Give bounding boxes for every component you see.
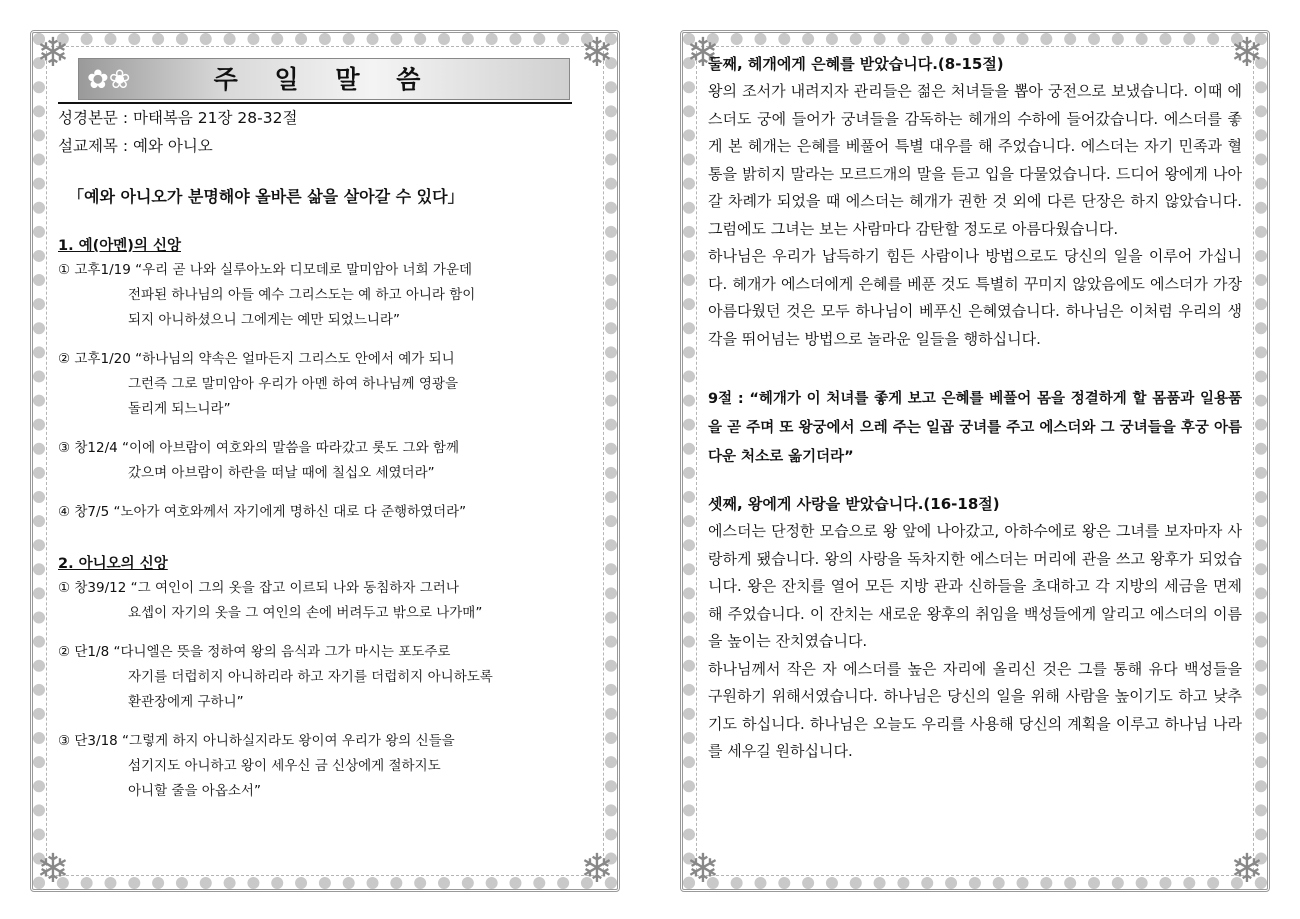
snowflake-ornament-icon: ❄ (580, 30, 614, 76)
section-heading: 1. 예(아멘)의 신앙 (58, 238, 181, 254)
left-page (30, 30, 620, 892)
verse-first-line: ② 단1/8 “다니엘은 뜻을 정하여 왕의 음식과 그가 마시는 포도주로 (58, 644, 451, 660)
verse-continuation-line: 돌리게 되느니라” (128, 401, 231, 417)
right-page (680, 30, 1270, 892)
section-heading: 둘째, 헤개에게 은혜를 받았습니다.(8-15절) (708, 55, 1004, 73)
verse-first-line: ② 고후1/20 “하나님의 약속은 얼마든지 그리스도 안에서 예가 되니 (58, 351, 455, 367)
sermon-title-line: 설교제목 : 예와 아니오 (58, 137, 213, 155)
right-content (708, 50, 1242, 872)
verse-item (58, 258, 592, 333)
verse-continuation-line: 전파된 하나님의 아들 예수 그리스도는 예 하고 아니라 함이 (128, 287, 476, 303)
verse-first-line: ③ 단3/18 “그렇게 하지 아니하실지라도 왕이여 우리가 왕의 신들을 (58, 733, 455, 749)
verse-continuation-line: 갔으며 아브람이 하란을 떠날 때에 칠십오 세였더라” (128, 465, 435, 481)
verse-continuation-line: 자기를 더럽히지 아니하리라 하고 자기를 더럽히지 아니하도록 (128, 669, 493, 685)
snowflake-ornament-icon: ❄ (1230, 846, 1264, 892)
verse-list (58, 258, 592, 525)
verse-list (58, 576, 592, 804)
body-paragraph: 하나님은 우리가 납득하기 힘든 사람이나 방법으로도 당신의 일을 이루어 가십니다. 헤개가 에스더에게 은혜를 베푼 것도 특별히 꾸미지 않았음에도 에스더가 가장 아름다웠던 것은 모두 하나님이 베푸신 은혜였습니다. 하나님은 이처럼 우리의 생각을 뛰어넘는 방법으로 놀라운 일들을 행하십니다. (708, 247, 1242, 348)
snowflake-ornament-icon: ❄ (1230, 30, 1264, 76)
snowflake-ornament-icon: ❄ (580, 846, 614, 892)
verse-item (58, 640, 592, 715)
verse-continuation-line: 요셉이 자기의 옷을 그 여인의 손에 버려두고 밖으로 나가매” (128, 605, 483, 621)
body-paragraph: 왕의 조서가 내려지자 관리들은 젊은 처녀들을 뽑아 궁전으로 보냈습니다. 이때 에스더도 궁에 들어가 궁녀들을 감독하는 헤개의 수하에 들어갔습니다. 에스더를 좋게 본 헤개는 은혜를 베풀어 특별 대우를 해 주었습니다. 에스더는 자기 민족과 혈통을 밝히지 말라는 모르드개의 말을 듣고 입을 다물었습니다. 드디어 왕에게 나아갈 차례가 되었을 때 에스더는 헤개가 권한 것 외에 다른 단장은 하지 않았습니다. 그럼에도 그녀는 보는 사람마다 감탄할 정도로 아름다웠습니다. (708, 82, 1242, 238)
verse-item (58, 729, 592, 804)
verse-item (58, 576, 592, 626)
verse-first-line: ④ 창7/5 “노아가 여호와께서 자기에게 명하신 대로 다 준행하였더라” (58, 504, 467, 520)
verse-continuation-line: 섬기지도 아니하고 왕이 세우신 금 신상에게 절하지도 (128, 758, 441, 774)
page-title: 주 일 말 씀 (213, 65, 435, 94)
left-content (58, 50, 592, 872)
section-heading: 셋째, 왕에게 사랑을 받았습니다.(16-18절) (708, 495, 1000, 513)
section-heading: 2. 아니오의 신앙 (58, 556, 168, 572)
scripture-line: 성경본문 : 마태복음 21장 28-32절 (58, 109, 298, 127)
body-paragraph: 에스더는 단정한 모습으로 왕 앞에 나아갔고, 아하수에로 왕은 그녀를 보자마자 사랑하게 됐습니다. 왕의 사랑을 독차지한 에스더는 머리에 관을 쓰고 왕후가 되었습니다. 왕은 잔치를 열어 모든 지방 관과 신하들을 초대하고 각 지방의 세금을 면제해 주었습니다. 이 잔치는 새로운 왕후의 취임을 백성들에게 알리고 에스더의 이름을 높이는 잔치였습니다. (708, 522, 1242, 650)
snowflake-ornament-icon: ❄ (36, 846, 70, 892)
snowflake-ornament-icon: ❄ (36, 30, 70, 76)
verse-continuation-line: 아니할 줄을 아옵소서” (128, 783, 261, 799)
verse-continuation-line: 환관장에게 구하니” (128, 694, 244, 710)
sermon-theme: 「예와 아니오가 분명해야 올바른 삶을 살아갈 수 있다」 (68, 187, 464, 206)
scripture-quote: 9절 : “헤개가 이 처녀를 좋게 보고 은혜를 베풀어 몸을 정결하게 할 몸품과 일용품을 곧 주며 또 왕궁에서 으레 주는 일곱 궁녀를 주고 에스더와 그 궁녀들을 후궁 아름다운 처소로 옮기더라” (708, 391, 1242, 465)
snowflake-ornament-icon: ❄ (686, 30, 720, 76)
verse-continuation-line: 그런즉 그로 말미암아 우리가 아멘 하여 하나님께 영광을 (128, 376, 458, 392)
snowflake-ornament-icon: ❄ (686, 846, 720, 892)
verse-first-line: ① 창39/12 “그 여인이 그의 옷을 잡고 이르되 나와 동침하자 그러나 (58, 580, 459, 596)
body-paragraph: 하나님께서 작은 자 에스더를 높은 자리에 올리신 것은 그를 통해 유다 백성들을 구원하기 위해서였습니다. 하나님은 당신의 일을 위해 사람을 높이기도 하고 낮추기도 하십니다. 하나님은 오늘도 우리를 사용해 당신의 계획을 이루고 하나님 나라를 세우길 원하십니다. (708, 659, 1242, 760)
verse-first-line: ① 고후1/19 “우리 곧 나와 실루아노와 디모데로 말미암아 너희 가운데 (58, 262, 473, 278)
verse-first-line: ③ 창12/4 “이에 아브람이 여호와의 말씀을 따라갔고 롯도 그와 함께 (58, 440, 460, 456)
daisy-flower-icon: ✿❀ (87, 65, 131, 95)
verse-item (58, 436, 592, 486)
verse-continuation-line: 되지 아니하셨으니 그에게는 예만 되었느니라” (128, 312, 400, 328)
verse-item (58, 347, 592, 422)
verse-item (58, 500, 592, 525)
title-banner (78, 58, 570, 100)
